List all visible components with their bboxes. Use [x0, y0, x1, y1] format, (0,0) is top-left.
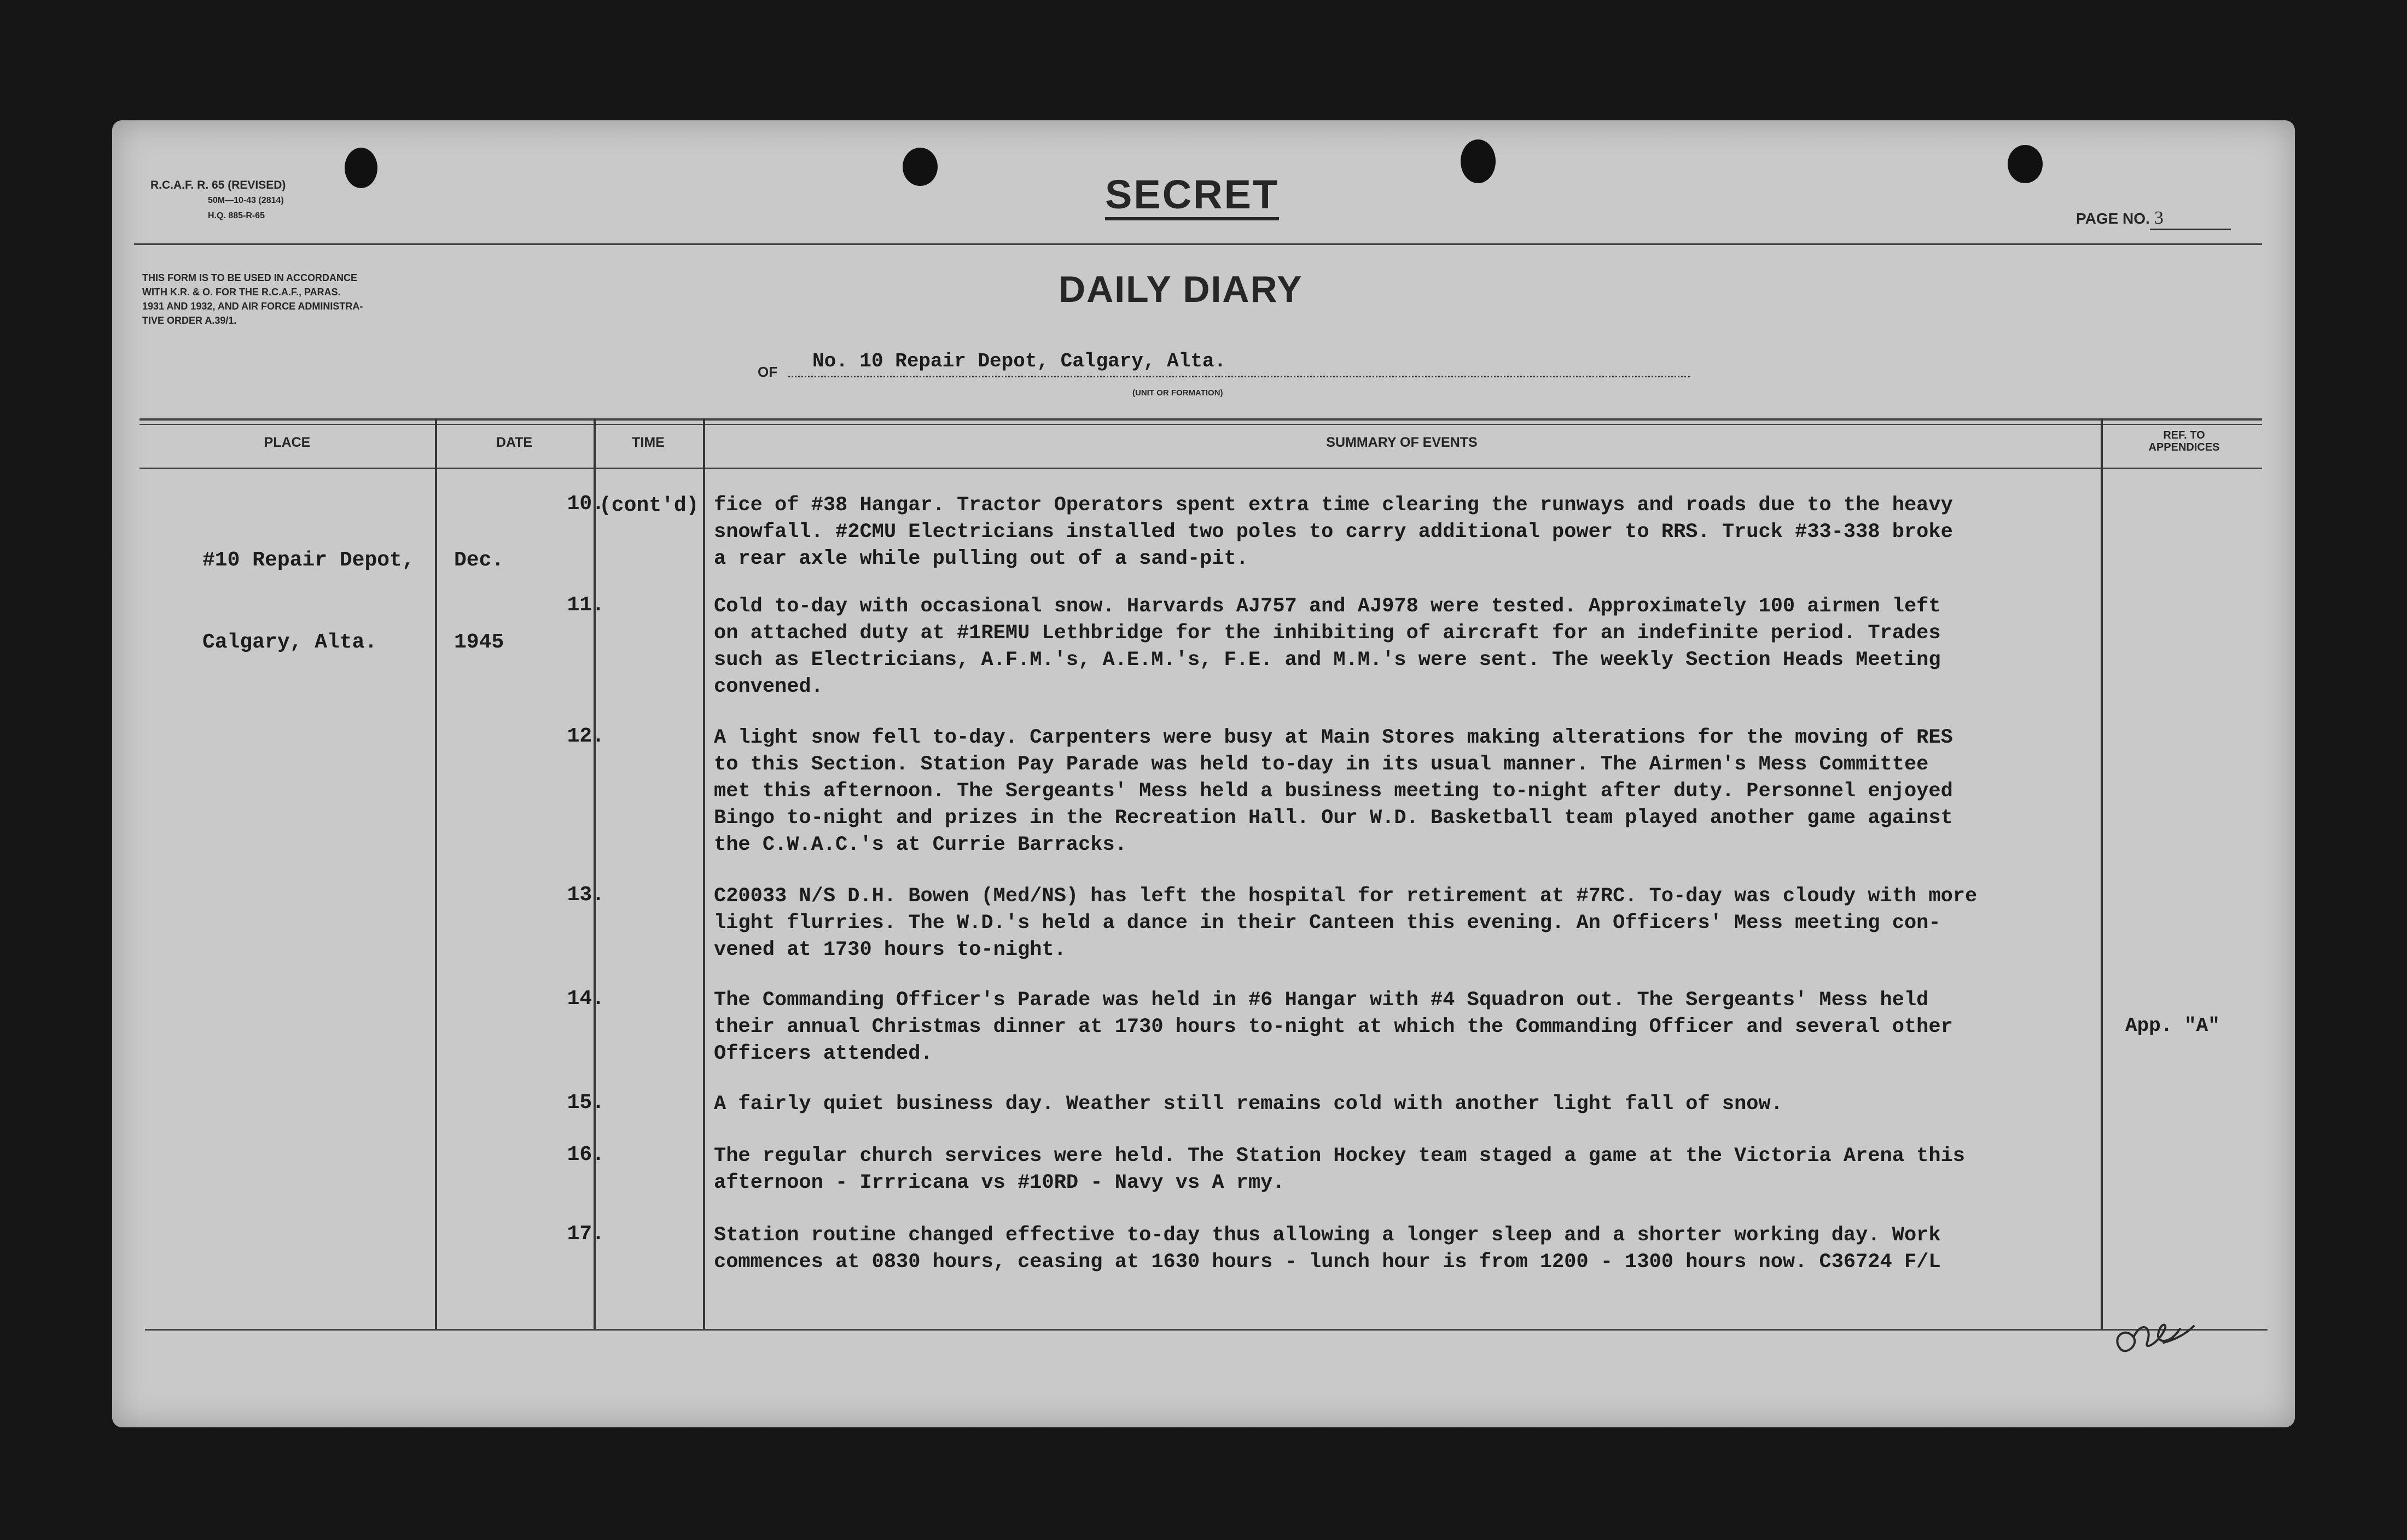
date-day: 11. — [567, 593, 604, 617]
entry-text — [714, 492, 2043, 573]
column-header-ref — [2101, 429, 2268, 453]
entry-line: convened. — [714, 675, 823, 698]
entry-line: a rear axle while pulling out of a sand-pit. — [714, 547, 1248, 570]
page-number-value: 3 — [2150, 208, 2231, 230]
entry-text — [714, 593, 2043, 701]
notice-line: THIS FORM IS TO BE USED IN ACCORDANCE — [142, 272, 358, 283]
secret-heading: SECRET — [1105, 172, 1279, 220]
punch-hole — [903, 148, 938, 186]
punch-hole — [1461, 139, 1496, 183]
month-year-cell — [454, 492, 504, 711]
appendix-reference: App. "A" — [2125, 1014, 2220, 1037]
date-day: 17. — [567, 1222, 604, 1246]
date-day: 14. — [567, 987, 604, 1011]
entry-line: such as Electricians, A.F.M.'s, A.E.M.'s, F.E. and M.M.'s were sent. The weekly Section Heads Meeting — [714, 649, 1941, 672]
unit-caption: (UNIT OR FORMATION) — [1132, 388, 1223, 398]
diary-page — [112, 120, 2295, 1427]
punch-hole — [345, 148, 377, 188]
form-code-line: H.Q. 885-R-65 — [208, 211, 265, 220]
column-header-summary: SUMMARY OF EVENTS — [1326, 435, 1478, 450]
entry-line: C20033 N/S D.H. Bowen (Med/NS) has left the hospital for retirement at #7RC. To-day was cloudy with more — [714, 885, 1978, 908]
column-header-place: PLACE — [264, 435, 311, 450]
month: Dec. — [454, 549, 504, 572]
entry-line: commences at 0830 hours, ceasing at 1630 hours - lunch hour is from 1200 - 1300 hours now. C36724 F/L — [714, 1251, 1941, 1274]
entry-line: on attached duty at #1REMU Lethbridge for the inhibiting of aircraft for an indefinite period. Trades — [714, 622, 1941, 645]
form-code-line: 50M—10-43 (2814) — [208, 196, 284, 205]
column-divider — [2101, 418, 2103, 1329]
header-bottom-rule — [139, 468, 2262, 469]
handwritten-initials — [2109, 1304, 2196, 1364]
notice-line: WITH K.R. & O. FOR THE R.C.A.F., PARAS. — [142, 287, 341, 298]
entry-line: A light snow fell to-day. Carpenters were busy at Main Stores making alterations for the moving of RES — [714, 726, 1953, 749]
place-line: #10 Repair Depot, — [202, 549, 415, 572]
ref-header-line: APPENDICES — [2148, 441, 2220, 453]
place-cell — [202, 492, 415, 711]
entry-text — [714, 1222, 2043, 1276]
entry-text — [714, 1091, 2043, 1118]
entry-line: fice of #38 Hangar. Tractor Operators spent extra time clearing the runways and roads due to the heavy — [714, 494, 1953, 517]
entry-text — [714, 1143, 2043, 1197]
entry-text — [714, 987, 2043, 1068]
time-cell: (cont'd) — [599, 494, 699, 517]
entry-text — [714, 883, 2043, 964]
year: 1945 — [454, 631, 504, 654]
column-header-date: DATE — [496, 435, 533, 450]
page-number — [2076, 208, 2231, 230]
header-rule — [134, 243, 2262, 245]
entry-line: Station routine changed effective to-day thus allowing a longer sleep and a shorter working day. Work — [714, 1224, 1941, 1247]
entry-line: their annual Christmas dinner at 1730 hours to-night at which the Commanding Officer and several other — [714, 1016, 1953, 1039]
date-day: 13. — [567, 883, 604, 907]
entry-line: The Commanding Officer's Parade was held in #6 Hangar with #4 Squadron out. The Sergeants' Mess held — [714, 989, 1929, 1012]
entry-line: vened at 1730 hours to-night. — [714, 938, 1066, 961]
entry-line: met this afternoon. The Sergeants' Mess held a business meeting to-night after duty. Personnel enjoyed — [714, 780, 1953, 803]
column-divider — [435, 418, 437, 1329]
usage-notice — [142, 271, 558, 328]
unit-name: No. 10 Repair Depot, Calgary, Alta. — [788, 350, 1690, 377]
entry-line: Cold to-day with occasional snow. Harvards AJ757 and AJ978 were tested. Approximately 100 airmen left — [714, 595, 1941, 618]
entry-line: the C.W.A.C.'s at Currie Barracks. — [714, 833, 1127, 856]
date-day: 16. — [567, 1143, 604, 1166]
form-code-line: R.C.A.F. R. 65 (REVISED) — [150, 179, 286, 191]
punch-hole — [2008, 145, 2043, 183]
entry-line: A fairly quiet business day. Weather still remains cold with another light fall of snow. — [714, 1093, 1783, 1116]
column-header-time: TIME — [632, 435, 665, 450]
entry-text — [714, 725, 2043, 859]
date-day: 10. — [567, 492, 604, 516]
notice-line: 1931 AND 1932, AND AIR FORCE ADMINISTRA- — [142, 301, 363, 312]
form-code — [150, 178, 286, 224]
table-top-rule — [139, 418, 2262, 421]
place-line: Calgary, Alta. — [202, 631, 377, 654]
table-bottom-rule — [145, 1329, 2268, 1331]
page-title: DAILY DIARY — [1059, 269, 1303, 310]
ref-header-line: REF. TO — [2163, 429, 2205, 441]
entry-line: afternoon - Irrricana vs #10RD - Navy vs A rmy. — [714, 1171, 1285, 1194]
date-day: 15. — [567, 1091, 604, 1115]
entry-line: Bingo to-night and prizes in the Recreation Hall. Our W.D. Basketball team played another game against — [714, 807, 1953, 830]
entry-line: Officers attended. — [714, 1042, 933, 1065]
date-day: 12. — [567, 725, 604, 748]
entry-line: The regular church services were held. The Station Hockey team staged a game at the Victoria Arena this — [714, 1145, 1965, 1168]
page-number-label: PAGE NO. — [2076, 210, 2150, 227]
notice-line: TIVE ORDER A.39/1. — [142, 315, 237, 326]
column-divider — [594, 418, 596, 1329]
entry-line: to this Section. Station Pay Parade was held to-day in its usual manner. The Airmen's Mess Committee — [714, 753, 1929, 776]
column-divider — [703, 418, 705, 1329]
table-top-rule — [139, 424, 2262, 425]
entry-line: snowfall. #2CMU Electricians installed two poles to carry additional power to RRS. Truck #33-338 broke — [714, 521, 1953, 544]
of-label: OF — [758, 364, 778, 380]
entry-line: light flurries. The W.D.'s held a dance in their Canteen this evening. An Officers' Mess meeting con- — [714, 912, 1941, 935]
